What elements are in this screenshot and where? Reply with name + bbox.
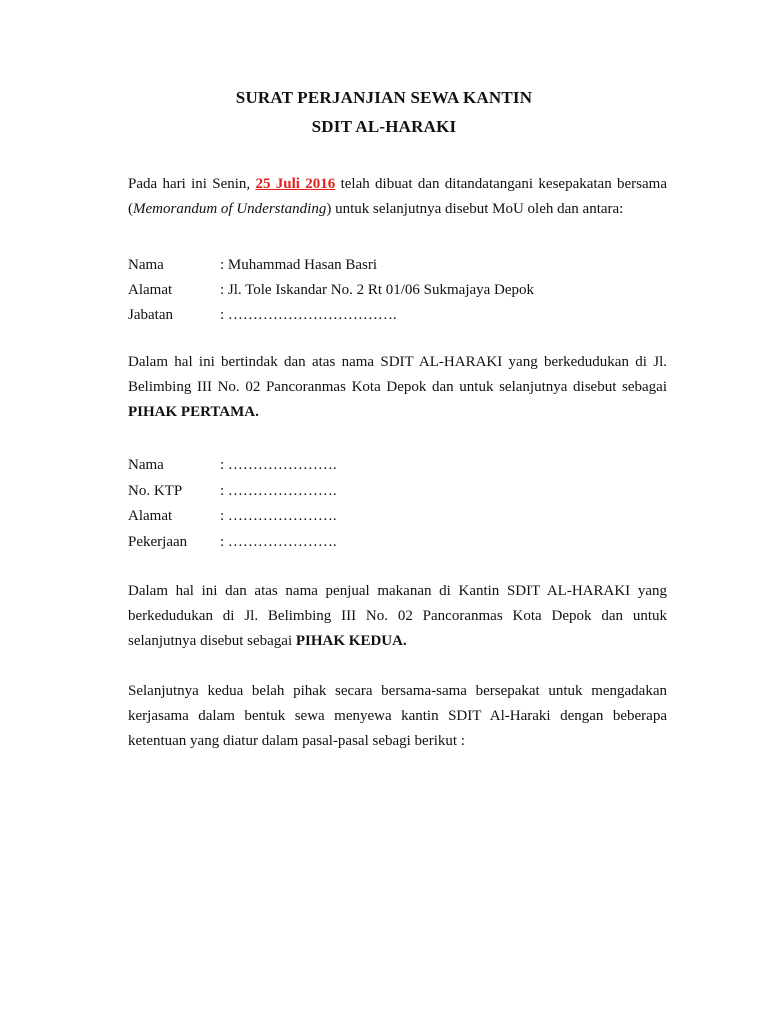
intro-text: ( <box>128 201 133 217</box>
mou-term: Memorandum of Understanding <box>133 201 327 217</box>
field-value: : …………………. <box>220 483 337 499</box>
field-label: No. KTP <box>128 483 183 499</box>
document-subtitle: SDIT AL-HARAKI <box>311 117 457 136</box>
closing-line-2: kerjasama dalam bentuk sewa menyewa kantin SDIT Al-Haraki dengan beberapa <box>128 708 667 724</box>
party2-row-nama <box>128 455 668 475</box>
party1-description <box>128 350 667 425</box>
field-label: Jabatan <box>128 307 173 323</box>
intro-line-1 <box>128 172 667 197</box>
field-value: : ……………………………. <box>220 307 397 323</box>
field-label: Alamat <box>128 508 173 524</box>
intro-text: telah dibuat dan ditandatangani kesepakatan bersama <box>335 176 667 192</box>
party2-desc-line-1: Dalam hal ini dan atas nama penjual makanan di Kantin SDIT AL-HARAKI yang <box>128 583 667 599</box>
closing-paragraph <box>128 679 667 754</box>
field-value: : Muhammad Hasan Basri <box>220 257 378 273</box>
party2-desc-line-2: berkedudukan di Jl. Belimbing III No. 02 Pancoranmas Kota Depok dan untuk <box>128 608 667 624</box>
party2-desc-line-3 <box>128 629 667 654</box>
field-value: : …………………. <box>220 457 337 473</box>
field-label: Pekerjaan <box>128 534 188 550</box>
party2-row-ktp <box>128 481 668 501</box>
field-label: Alamat <box>128 282 173 298</box>
party1-row-jabatan <box>128 305 668 325</box>
party2-designation: PIHAK KEDUA. <box>295 633 407 649</box>
party1-row-alamat <box>128 280 668 300</box>
field-value: : …………………. <box>220 508 337 524</box>
field-value: : …………………. <box>220 534 337 550</box>
field-label: Nama <box>128 257 164 273</box>
intro-text: ) untuk selanjutnya disebut MoU oleh dan antara: <box>326 201 624 217</box>
party2-row-alamat <box>128 506 668 526</box>
party1-desc-line-2: Belimbing III No. 02 Pancoranmas Kota Depok dan untuk selanjutnya disebut sebagai <box>128 379 667 395</box>
field-value: : Jl. Tole Iskandar No. 2 Rt 01/06 Sukmajaya Depok <box>220 282 535 298</box>
intro-paragraph <box>128 172 667 222</box>
intro-text: Pada hari ini Senin, <box>128 176 256 192</box>
closing-line-1: Selanjutnya kedua belah pihak secara bersama-sama bersepakat untuk mengadakan <box>128 683 667 699</box>
party2-row-pekerjaan <box>128 532 668 552</box>
party1-row-nama <box>128 255 668 275</box>
party1-desc-line-1: Dalam hal ini bertindak dan atas nama SDIT AL-HARAKI yang berkedudukan di Jl. <box>128 354 667 370</box>
closing-line-3: ketentuan yang diatur dalam pasal-pasal sebagi berikut : <box>128 733 465 749</box>
field-label: Nama <box>128 457 164 473</box>
party2-description <box>128 579 667 654</box>
document-title: SURAT PERJANJIAN SEWA KANTIN <box>235 88 533 107</box>
intro-line-2 <box>128 197 667 222</box>
party2-desc-text: selanjutnya disebut sebagai <box>128 633 296 649</box>
agreement-date: 25 Juli 2016 <box>255 176 336 192</box>
party1-designation: PIHAK PERTAMA. <box>128 404 259 420</box>
